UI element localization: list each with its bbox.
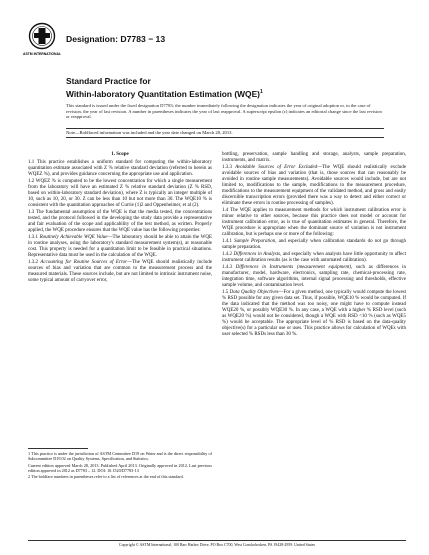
clause-number: 1.4.3 — [222, 264, 232, 270]
paragraph — [222, 239, 406, 251]
clause-number: 1.3.1 — [28, 235, 38, 240]
clause-text: —The WQE should realistically exclude avoidable sources of bias and variation (that is, those sources that can reasonably be avoided in routine sample measurements). Avoidable sources would include, but are not limited to, modifications to the sample, modifications to the measurement procedure, modifications to the measurement equipment of the validated method, and gross and easily discernible transcription errors (provided there was a way to detect and either correct or eliminate these errors in routine processing of samples). — [222, 164, 406, 207]
astm-logo-icon — [23, 22, 61, 58]
clause-text: and especially when analysts have little opportunity to affect instrument calibration results (as is the case with automated calibration). — [222, 251, 407, 263]
clause-title: Differences in Instruments (measurement equipment), — [235, 264, 353, 270]
footer-divider — [28, 540, 406, 541]
paragraph — [222, 165, 406, 208]
clause-number: 1.4.2 — [222, 251, 232, 257]
clause-number: 1.4.1 — [222, 239, 232, 245]
clause-title: Sample Preparation, — [234, 239, 277, 245]
clause-text: —The WQE should realistically include sources of bias and variation that are common to the measurement process and the measured materials. These sources include, but are not limited to intrinsic instrument noise, some typical amount of carryover error, — [28, 259, 212, 284]
astm-logo — [23, 22, 61, 58]
svg-text:ASTM INTERNATIONAL: ASTM INTERNATIONAL — [23, 52, 61, 56]
clause-title: Accounting for Routine Sources of Error — [40, 259, 128, 265]
editorial-note: Note—Boldfaced information was included and the year date changed on March 28, 2013. — [66, 130, 233, 135]
title-line-1: Standard Practice for — [66, 76, 151, 86]
clause-text: —The laboratory should be able to attain the WQE in routine analyses, using the laboratory's standard measurement system(s), at reasonable cost. This property is needed for a quantitation limit to be feasible in practical situations. Representative data must be used in the calculation of the WQE. — [28, 235, 213, 259]
clause-title: Avoidable Sources of Error Excluded — [235, 164, 318, 170]
clause-title: Differences in Analysts, — [233, 251, 282, 257]
clause-number: 1.5 — [222, 289, 229, 295]
document-title — [66, 76, 396, 99]
paragraph — [28, 235, 212, 259]
clause-text: and especially when calibration standards do not go through sample preparation. — [222, 239, 407, 251]
clause-number: 1.3.3 — [222, 164, 232, 170]
divider — [66, 128, 384, 129]
footnote-divider — [28, 448, 88, 449]
column-right — [222, 152, 406, 339]
paragraph: 1.2 WQEZ % is computed to be the lowest concentration for which a single measurement from the laboratory will have an estimated Z % relative standard deviation (Z % RSD, based on within-laboratory standard deviation), where Z is typically an integer multiple of 10, such as 10, 20, or 30. Z can be less than 10 but not more than 30. The WQE10 % is consistent with the quantitation approaches of Currie (1)2 and Oppenheimer, et al (2). — [28, 178, 212, 209]
clause-title: Data Quality Objectives — [229, 289, 279, 295]
clause-title: Routinely Achievable WQE Value — [39, 235, 108, 240]
paragraph: 1.4 The WQE applies to measurement methods for which instrument calibration error is minor relative to other sources, because this practice does not model or account for instrument calibration error, as is true of quantitation estimates in general. Therefore, the WQE procedure is appropriate when the dominant source of variation is not instrument calibration, but is perhaps one or more of the following: — [222, 208, 406, 238]
footnote: Current edition approved March 28, 2013. Published April 2013. Originally approved in 2012. Last previous edition approved in 2012 as D7783 – 12. DOI: 10.1520/D7783-13 — [28, 462, 212, 473]
footnotes — [28, 451, 212, 481]
paragraph: 1.3 The fundamental assumption of the WQE is that the media tested, the concentrations tested, and the protocol followed in the developing the study data provide a representative and fair evaluation of the scope and applicability of the test method, as written. Properly applied, the WQE procedure ensures that the WQE value has the following properties: — [28, 210, 212, 234]
footnote: 1 This practice is under the jurisdiction of ASTM Committee D19 on Water and is the direct responsibility of Subcommittee D19.02 on Quality Systems, Specification, and Statistics. — [28, 451, 212, 461]
paragraph: 1.1 This practice establishes a uniform standard for computing the within-laboratory quantitation estimate associated with Z % relative standard deviation (referred to herein as WQEZ %), and provides guidance concerning the appropriate use and application. — [28, 160, 212, 178]
clause-number: 1.3.2 — [28, 259, 38, 265]
column-left — [28, 152, 212, 285]
designation: Designation: D7783 − 13 — [66, 34, 166, 44]
paragraph — [222, 265, 406, 289]
section-heading: 1. Scope — [111, 152, 129, 157]
title-footnote-ref: 1 — [259, 88, 263, 95]
standard-note: This standard is issued under the fixed designation D7783; the number immediately following the designation indicates the year of original adoption or, in the case of revision, the year of last revision. A number in parentheses indicates the year of last reapproval. A superscript epsilon (ε) indicates an editorial change since the last revision or reapproval. — [66, 103, 382, 120]
footnote: 2 The boldface numbers in parentheses refer to a list of references at the end of this standard. — [28, 474, 184, 480]
copyright: Copyright © ASTM International, 100 Barr Harbor Drive, PO Box C700, West Conshohocken, PA 19428-2959. United States — [119, 543, 315, 547]
paragraph — [28, 260, 212, 284]
divider — [66, 137, 384, 138]
title-line-2: Within-laboratory Quantitation Estimation (WQE)$^1$ — [66, 88, 263, 99]
clause-text: —For a given method, one typically would compute the lowest % RSD possible for any given data set. Thus, if possible, WQE10 % would be computed. If the data indicated that the method was too noisy, one might have to compute instead WQE20 %, or possibly WQE30 %. In any case, a WQE with a higher % RSD level (such as WQE20 %) would not be considered, though a WQE with RSD <10 % (such as WQE5 %) would be acceptable. The appropriate level of % RSD is based on the data-quality objective(s) for a particular use or uses. This practice allows for calculation of WQEs with user selected % RSDs less than 30 %. — [222, 289, 407, 338]
clause-text: such as differences in manufacturer, model, hardware, electronics, sampling rate, chemical-processing rate, integration time, software algorithms, internal signal processing and thresholds, effective sample volume, and contamination level. — [222, 264, 407, 288]
paragraph: bottling, preservation, sample handling and storage, analysts, sample preparation, instruments, and matrix. — [222, 152, 406, 164]
paragraph — [222, 252, 406, 264]
paragraph — [222, 290, 406, 339]
